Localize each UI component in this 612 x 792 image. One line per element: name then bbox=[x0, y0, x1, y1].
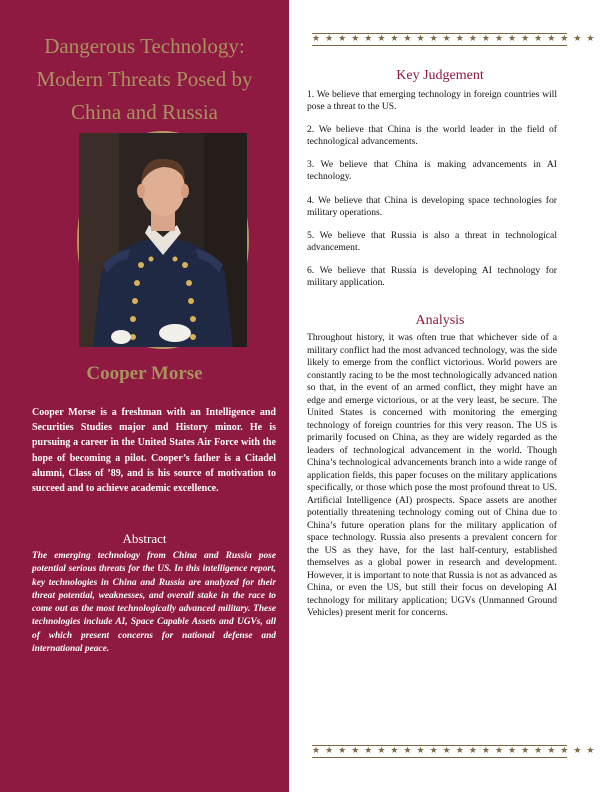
top-star-divider: ★★★★★★★★★★★★★★★★★★★★★★ bbox=[312, 34, 600, 44]
analysis-heading: Analysis bbox=[415, 313, 465, 328]
key-judgement-heading: Key Judgement bbox=[396, 68, 484, 83]
key-judgement-item: 3. We believe that China is making advancements in AI technology. bbox=[307, 159, 557, 183]
author-bio: Cooper Morse is a freshman with an Intelligence and Securities Studies major and History minor. He is pursuing a career in the United States Air Force with the hope of becoming a pilot. Cooper’s father is a Citadel alumni, Class of ’89, and is his source of motivation to succeed and to achieve academic excellence. bbox=[32, 407, 276, 495]
key-judgement-item: 6. We believe that Russia is developing AI technology for military application. bbox=[307, 264, 557, 289]
abstract-text: The emerging technology from China and Russia pose potential serious threats for the US. In this intelligence report, key technologies in China and Russia are analyzed for their threat potential, weaknesses, and overall stake in the race to come out as the most technologically advanced military. These technologies include AI, Space Capable Assets and UGVs, all of which present concerns for national defense and international peace. bbox=[32, 551, 276, 655]
key-judgement-item: 1. We believe that emerging technology in foreign countries will pose a threat to the US. bbox=[307, 89, 557, 113]
abstract-heading: Abstract bbox=[122, 531, 167, 546]
author-name: Cooper Morse bbox=[86, 363, 203, 384]
sidebar bbox=[0, 0, 289, 792]
key-judgement-list bbox=[307, 89, 557, 300]
author-portrait bbox=[77, 131, 249, 349]
key-judgement-item: 2. We believe that China is the world leader in the field of technological advancements. bbox=[307, 124, 557, 148]
bottom-star-divider: ★★★★★★★★★★★★★★★★★★★★★★ bbox=[312, 746, 600, 756]
key-judgement-item: 4. We believe that China is developing space technologies for military operations. bbox=[307, 194, 557, 218]
key-judgement-item: 5. We believe that Russia is also a threat in technological advancement. bbox=[307, 229, 557, 253]
analysis-text: Throughout history, it was often true that whichever side of a military conflict had the most advanced technology, was the side likely to emerge from the conflict victorious. World powers are constantly racing to be the most technologically advanced nation so that, in the event of an armed conflict, they might have an edge and emerge victorious, or at the very least, be secure. The United States is concerned with monitoring the emerging technology of foreign countries for this very reason. The US is primarily focused on China, as they are widely regarded as the leaders of technological advancement in the world. Though China’s technological advancements branch into a wide range of application fields, this paper focuses on the military applications specifically, or those which pose the most profound threat to US. Artificial Intelligence (AI) prospects. Space assets are another potentially threatening technology coming out of China due to China’s future operation plans for the military application of space technology. Russia also presents a prevalent concern for the US as they have, for the last half-century, established themselves as a global power in research and development. However, it is important to note that Russia is not as advanced as China, or even the US, but still their focus on developing AI technology for military application; UGVs (Unmanned Ground Vehicles) present merit for concerns. bbox=[307, 332, 557, 618]
portrait-illustration bbox=[79, 133, 247, 347]
document-title: Dangerous Technology: Modern Threats Posed by China and Russia bbox=[36, 34, 253, 124]
